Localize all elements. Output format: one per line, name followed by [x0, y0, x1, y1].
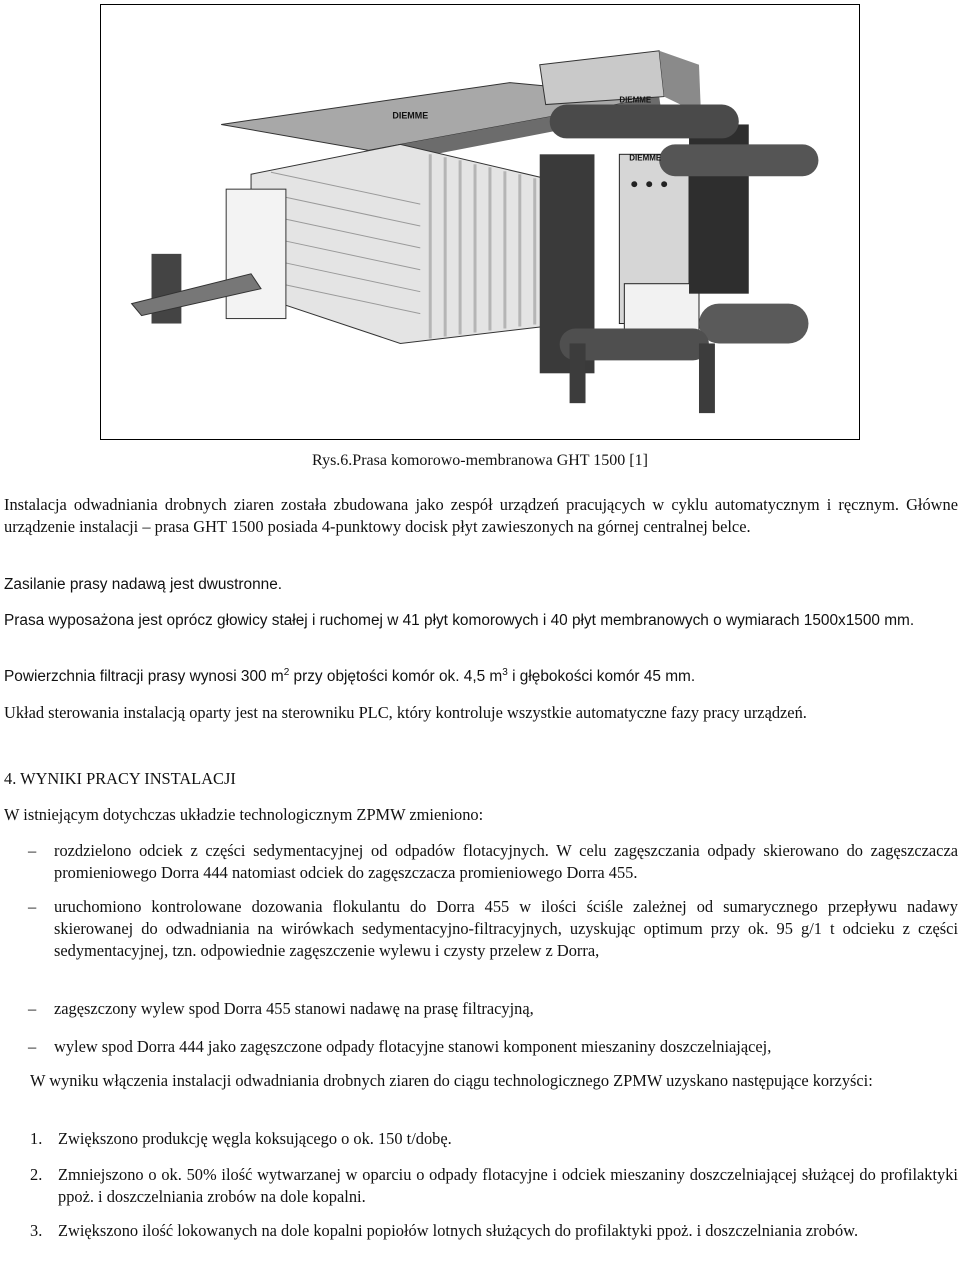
section-heading: 4. WYNIKI PRACY INSTALACJI — [4, 769, 236, 788]
list-item: – wylew spod Dorra 444 jako zagęszczone odpady flotacyjne stanowi komponent mieszaniny doszczelniającej, — [28, 1037, 772, 1056]
figure-caption: Rys.6.Prasa komorowo-membranowa GHT 1500 [1] — [312, 452, 648, 469]
filter-press-photo — [100, 4, 860, 440]
list-item: 3. Zwiększono ilość lokowanych na dole kopalni popiołów lotnych służących do profilaktyki ppoż. i doszczelniania zrobów. — [30, 1221, 859, 1240]
list-item: 2. Zmniejszono o ok. 50% ilość wytwarzanej w oparciu o odpady flotacyjne i odciek mieszaniny doszczelniającej służącej do profilaktyki ppoż. i doszczelniania zrobów na dole kopalni. — [30, 1165, 958, 1206]
list-item: – zagęszczony wylew spod Dorra 455 stanowi nadawę na prasę filtracyjną, — [28, 999, 534, 1018]
svg-text:DIEMME: DIEMME — [629, 153, 662, 163]
svg-text:DIEMME: DIEMME — [392, 110, 429, 121]
list-item: 1. Zwiększono produkcję węgla koksującego o ok. 150 t/dobę. — [30, 1129, 452, 1148]
paragraph-installation: Instalacja odwadniania drobnych ziaren została zbudowana jako zespół urządzeń pracujących w cyklu automatycznym i ręcznym. Główne urządzenie instalacji – prasa GHT 1500 posiada 4-punktowy docisk płyt zawieszonych na górnej centralnej belce. — [4, 495, 958, 536]
paragraph-filtration-area: Powierzchnia filtracji prasy wynosi 300 $m^2$ przy objętości komór ok. 4,5 $m^3$ i głębokości komór 45 mm. — [4, 666, 696, 685]
paragraph-control-system: Układ sterowania instalacją oparty jest na sterowniku PLC, który kontroluje wszystkie automatyczne fazy pracy urządzeń. — [4, 703, 807, 722]
paragraph-plates: Prasa wyposażona jest oprócz głowicy stałej i ruchomej w 41 płyt komorowych i 40 płyt membranowych o wymiarach 1500x1500 mm. — [4, 612, 915, 629]
paragraph-changes-intro: W istniejącym dotychczas układzie technologicznym ZPMW zmieniono: — [4, 805, 484, 824]
list-item: – uruchomiono kontrolowane dozowania flokulantu do Dorra 455 w ilości ściśle zależnej od sumarycznego przepływu nadawy skierowanej do odwadniania na wirówkach sedymentacyjno-filtracyjnych, uzyskując optimum przy ok. 95 g/1 t odcieku z części sedymentacyjnej, tzn. odpowiednie zagęszczenie wylewu i czysty przelew z Dorra, — [28, 897, 958, 960]
filter-press-illustration — [101, 5, 859, 439]
paragraph-feed: Zasilanie prasy nadawą jest dwustronne. — [4, 576, 283, 593]
list-item: – rozdzielono odciek z części sedymentacyjnej od odpadów flotacyjnych. W celu zagęszczania odpady skierowano do zagęszczacza promieniowego Dorra 444 natomiast odciek do zagęszczacza promieniowego Dorra 455. — [28, 841, 958, 882]
paragraph-benefits-intro: W wyniku włączenia instalacji odwadniania drobnych ziaren do ciągu technologicznego ZPMW uzyskano następujące korzyści: — [30, 1071, 873, 1090]
svg-text:DIEMME: DIEMME — [619, 95, 652, 105]
